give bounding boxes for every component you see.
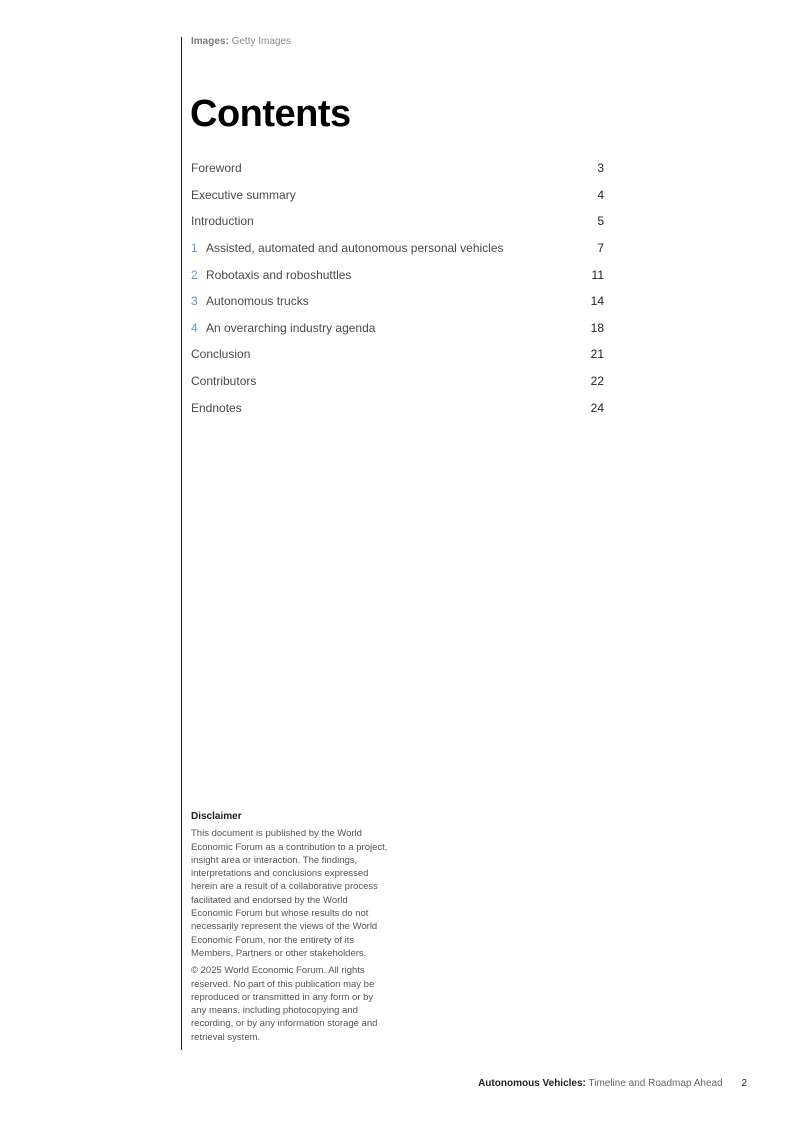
image-credit-value: Getty Images bbox=[231, 36, 292, 47]
toc-entry-left bbox=[191, 188, 296, 202]
toc-entry-label: Assisted, automated and autonomous personal vehicles bbox=[206, 241, 504, 256]
toc-entry[interactable] bbox=[191, 235, 604, 262]
toc-entry-label: Autonomous trucks bbox=[206, 294, 309, 309]
toc-entry-page: 22 bbox=[590, 374, 604, 389]
toc-chapter-number: 2 bbox=[191, 267, 198, 282]
toc-entry-left bbox=[191, 161, 242, 175]
toc-entry-page: 14 bbox=[590, 294, 604, 309]
toc-entry-left bbox=[191, 268, 351, 282]
toc-entry-label: Robotaxis and roboshuttles bbox=[206, 267, 352, 282]
toc-entry-left bbox=[191, 294, 309, 308]
footer-page-number: 2 bbox=[741, 1078, 747, 1089]
toc-entry-page: 21 bbox=[590, 347, 604, 362]
toc-entry-page: 11 bbox=[591, 267, 604, 282]
toc-entry-label: Contributors bbox=[191, 374, 257, 389]
toc-entry[interactable] bbox=[191, 288, 604, 315]
toc-entry-left bbox=[191, 374, 256, 388]
toc-entry[interactable] bbox=[191, 315, 604, 342]
disclaimer bbox=[191, 810, 391, 1048]
toc-entry[interactable] bbox=[191, 182, 604, 209]
toc-entry-page: 18 bbox=[590, 320, 604, 335]
toc-chapter-number: 4 bbox=[191, 320, 198, 335]
toc-entry[interactable] bbox=[191, 155, 604, 182]
toc-entry-label: Foreword bbox=[191, 161, 242, 176]
toc-entry-page: 5 bbox=[597, 214, 604, 229]
copyright-paragraph: © 2025 World Economic Forum. All rights reserved. No part of this publication may be reproduced or transmitted in any form or by any means, including photocopying and recording, or by any information storage and retrieval system. bbox=[191, 965, 378, 1043]
toc-entry-left bbox=[191, 347, 250, 361]
footer-title-bold: Autonomous Vehicles: bbox=[478, 1078, 586, 1089]
toc-entry-page: 3 bbox=[597, 161, 604, 176]
toc-entry-label: Endnotes bbox=[191, 400, 242, 415]
toc-entry-left bbox=[191, 214, 254, 228]
margin-rule bbox=[181, 37, 182, 1050]
toc-entry-page: 4 bbox=[597, 187, 604, 202]
page-footer bbox=[478, 1078, 747, 1089]
disclaimer-paragraph: This document is published by the World Economic Forum as a contribution to a project, insight area or interaction. The findings, interpretations and conclusions expressed herein are a result of a collaborative process facilitated and endorsed by the World Economic Forum but whose results do not necessarily represent the views of the World Economic Forum, nor the entirety of its Members, Partners or other stakeholders. bbox=[191, 828, 388, 959]
toc-entry-label: Executive summary bbox=[191, 187, 296, 202]
toc-entry[interactable] bbox=[191, 261, 604, 288]
toc-chapter-number: 1 bbox=[191, 241, 198, 256]
toc-entry-page: 7 bbox=[597, 241, 604, 256]
toc-entry-left bbox=[191, 321, 375, 335]
toc-entry[interactable] bbox=[191, 341, 604, 368]
toc-entry[interactable] bbox=[191, 208, 604, 235]
toc-entry-left bbox=[191, 241, 504, 255]
page-title: Contents bbox=[190, 93, 351, 135]
table-of-contents bbox=[191, 155, 604, 421]
toc-entry-label: An overarching industry agenda bbox=[206, 320, 376, 335]
footer-title-rest: Timeline and Roadmap Ahead bbox=[588, 1078, 723, 1089]
toc-entry-label: Introduction bbox=[191, 214, 254, 229]
toc-entry-left bbox=[191, 401, 242, 415]
image-credit bbox=[191, 36, 291, 47]
disclaimer-title: Disclaimer bbox=[191, 811, 242, 822]
image-credit-label: Images: bbox=[191, 36, 229, 47]
toc-entry[interactable] bbox=[191, 368, 604, 395]
toc-chapter-number: 3 bbox=[191, 294, 198, 309]
toc-entry-label: Conclusion bbox=[191, 347, 251, 362]
toc-entry[interactable] bbox=[191, 394, 604, 421]
toc-entry-page: 24 bbox=[590, 400, 604, 415]
